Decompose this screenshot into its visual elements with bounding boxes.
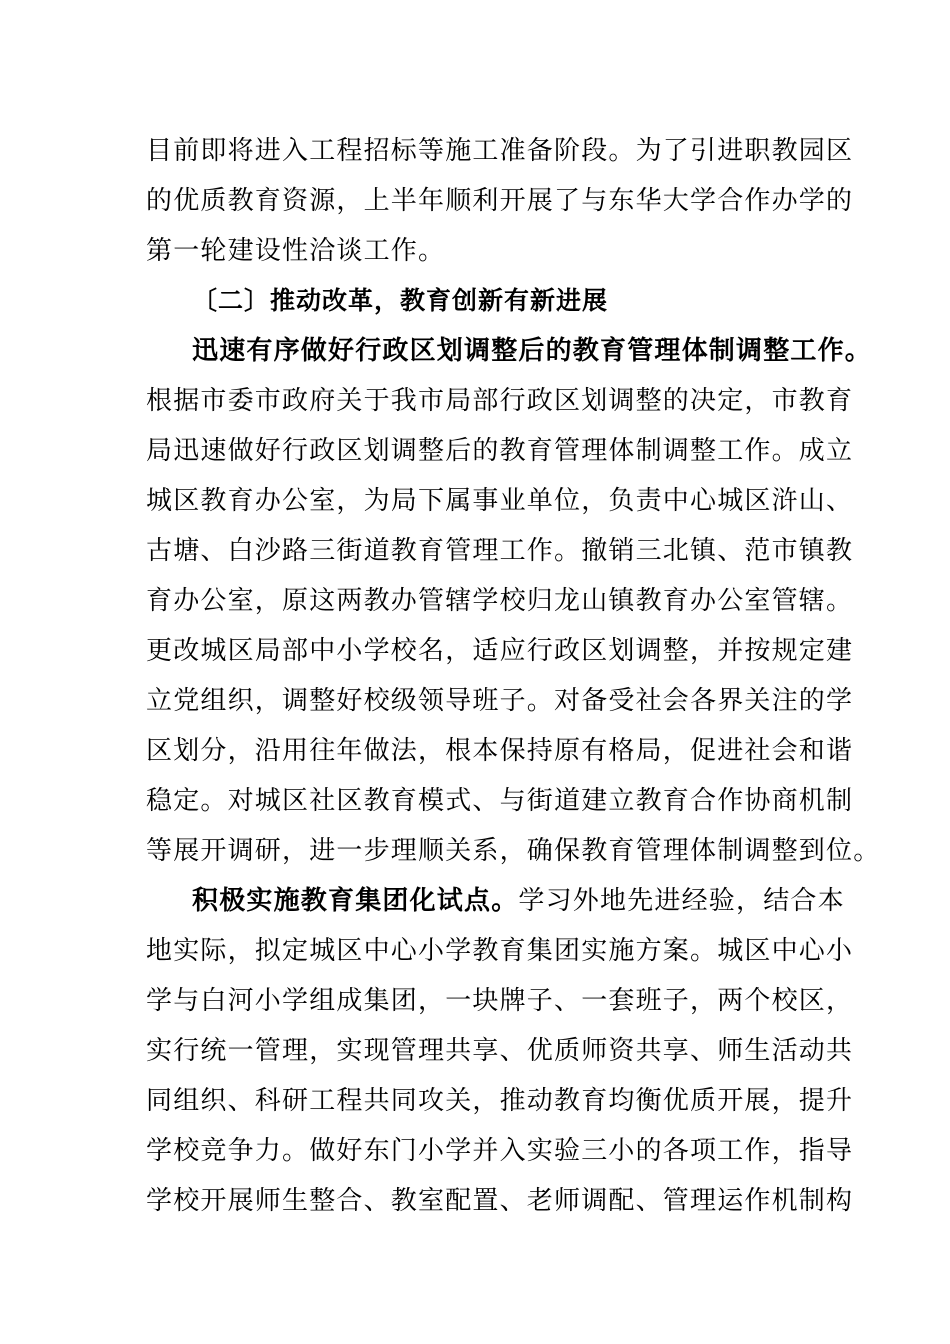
paragraph-line: 稳定。对城区社区教育模式、与街道建立教育合作协商机制: [146, 786, 854, 816]
paragraph-line: 区划分，沿用往年做法，根本保持原有格局，促进社会和谐: [146, 736, 854, 766]
paragraph-line: 学与白河小学组成集团，一块牌子、一套班子，两个校区，: [146, 986, 854, 1016]
paragraph-line: 育办公室，原这两教办管辖学校归龙山镇教育办公室管辖。: [146, 586, 854, 616]
paragraph-line: 古塘、白沙路三街道教育管理工作。撤销三北镇、范市镇教: [146, 536, 854, 566]
paragraph-line: 学校竞争力。做好东门小学并入实验三小的各项工作，指导: [146, 1136, 854, 1166]
paragraph-lead-line: [192, 884, 862, 918]
paragraph-line: 立党组织，调整好校级领导班子。对备受社会各界关注的学: [146, 686, 854, 716]
paragraph-line: 更改城区局部中小学校名，适应行政区划调整，并按规定建: [146, 636, 854, 666]
section-heading: 〔二〕推动改革，教育创新有新进展: [192, 286, 609, 315]
paragraph-line: 城区教育办公室，为局下属事业单位，负责中心城区浒山、: [146, 486, 854, 516]
paragraph-line: 的优质教育资源，上半年顺利开展了与东华大学合作办学的: [146, 186, 854, 216]
paragraph-line: 同组织、科研工程共同攻关，推动教育均衡优质开展，提升: [146, 1086, 854, 1116]
paragraph-line: 地实际，拟定城区中心小学教育集团实施方案。城区中心小: [146, 936, 854, 966]
paragraph-line: 学校开展师生整合、教室配置、老师调配、管理运作机制构: [146, 1186, 854, 1216]
paragraph-line: 等展开调研，进一步理顺关系，确保教育管理体制调整到位。: [146, 836, 881, 866]
paragraph-lead-line: [192, 334, 873, 368]
paragraph-line: 局迅速做好行政区划调整后的教育管理体制调整工作。成立: [146, 436, 854, 466]
paragraph-line: 根据市委市政府关于我市局部行政区划调整的决定，市教育: [146, 386, 854, 416]
paragraph-line: 实行统一管理，实现管理共享、优质师资共享、师生活动共: [146, 1036, 854, 1066]
paragraph-lead-text: 学习外地先进经验，结合本: [518, 886, 845, 916]
paragraph-lead-bold: 迅速有序做好行政区划调整后的教育管理体制调整工作。: [192, 336, 873, 366]
paragraph-lead-bold: 积极实施教育集团化试点。: [192, 886, 519, 916]
paragraph-line: 目前即将进入工程招标等施工准备阶段。为了引进职教园区: [146, 136, 854, 166]
paragraph-line: 第一轮建设性洽谈工作。: [146, 236, 446, 266]
